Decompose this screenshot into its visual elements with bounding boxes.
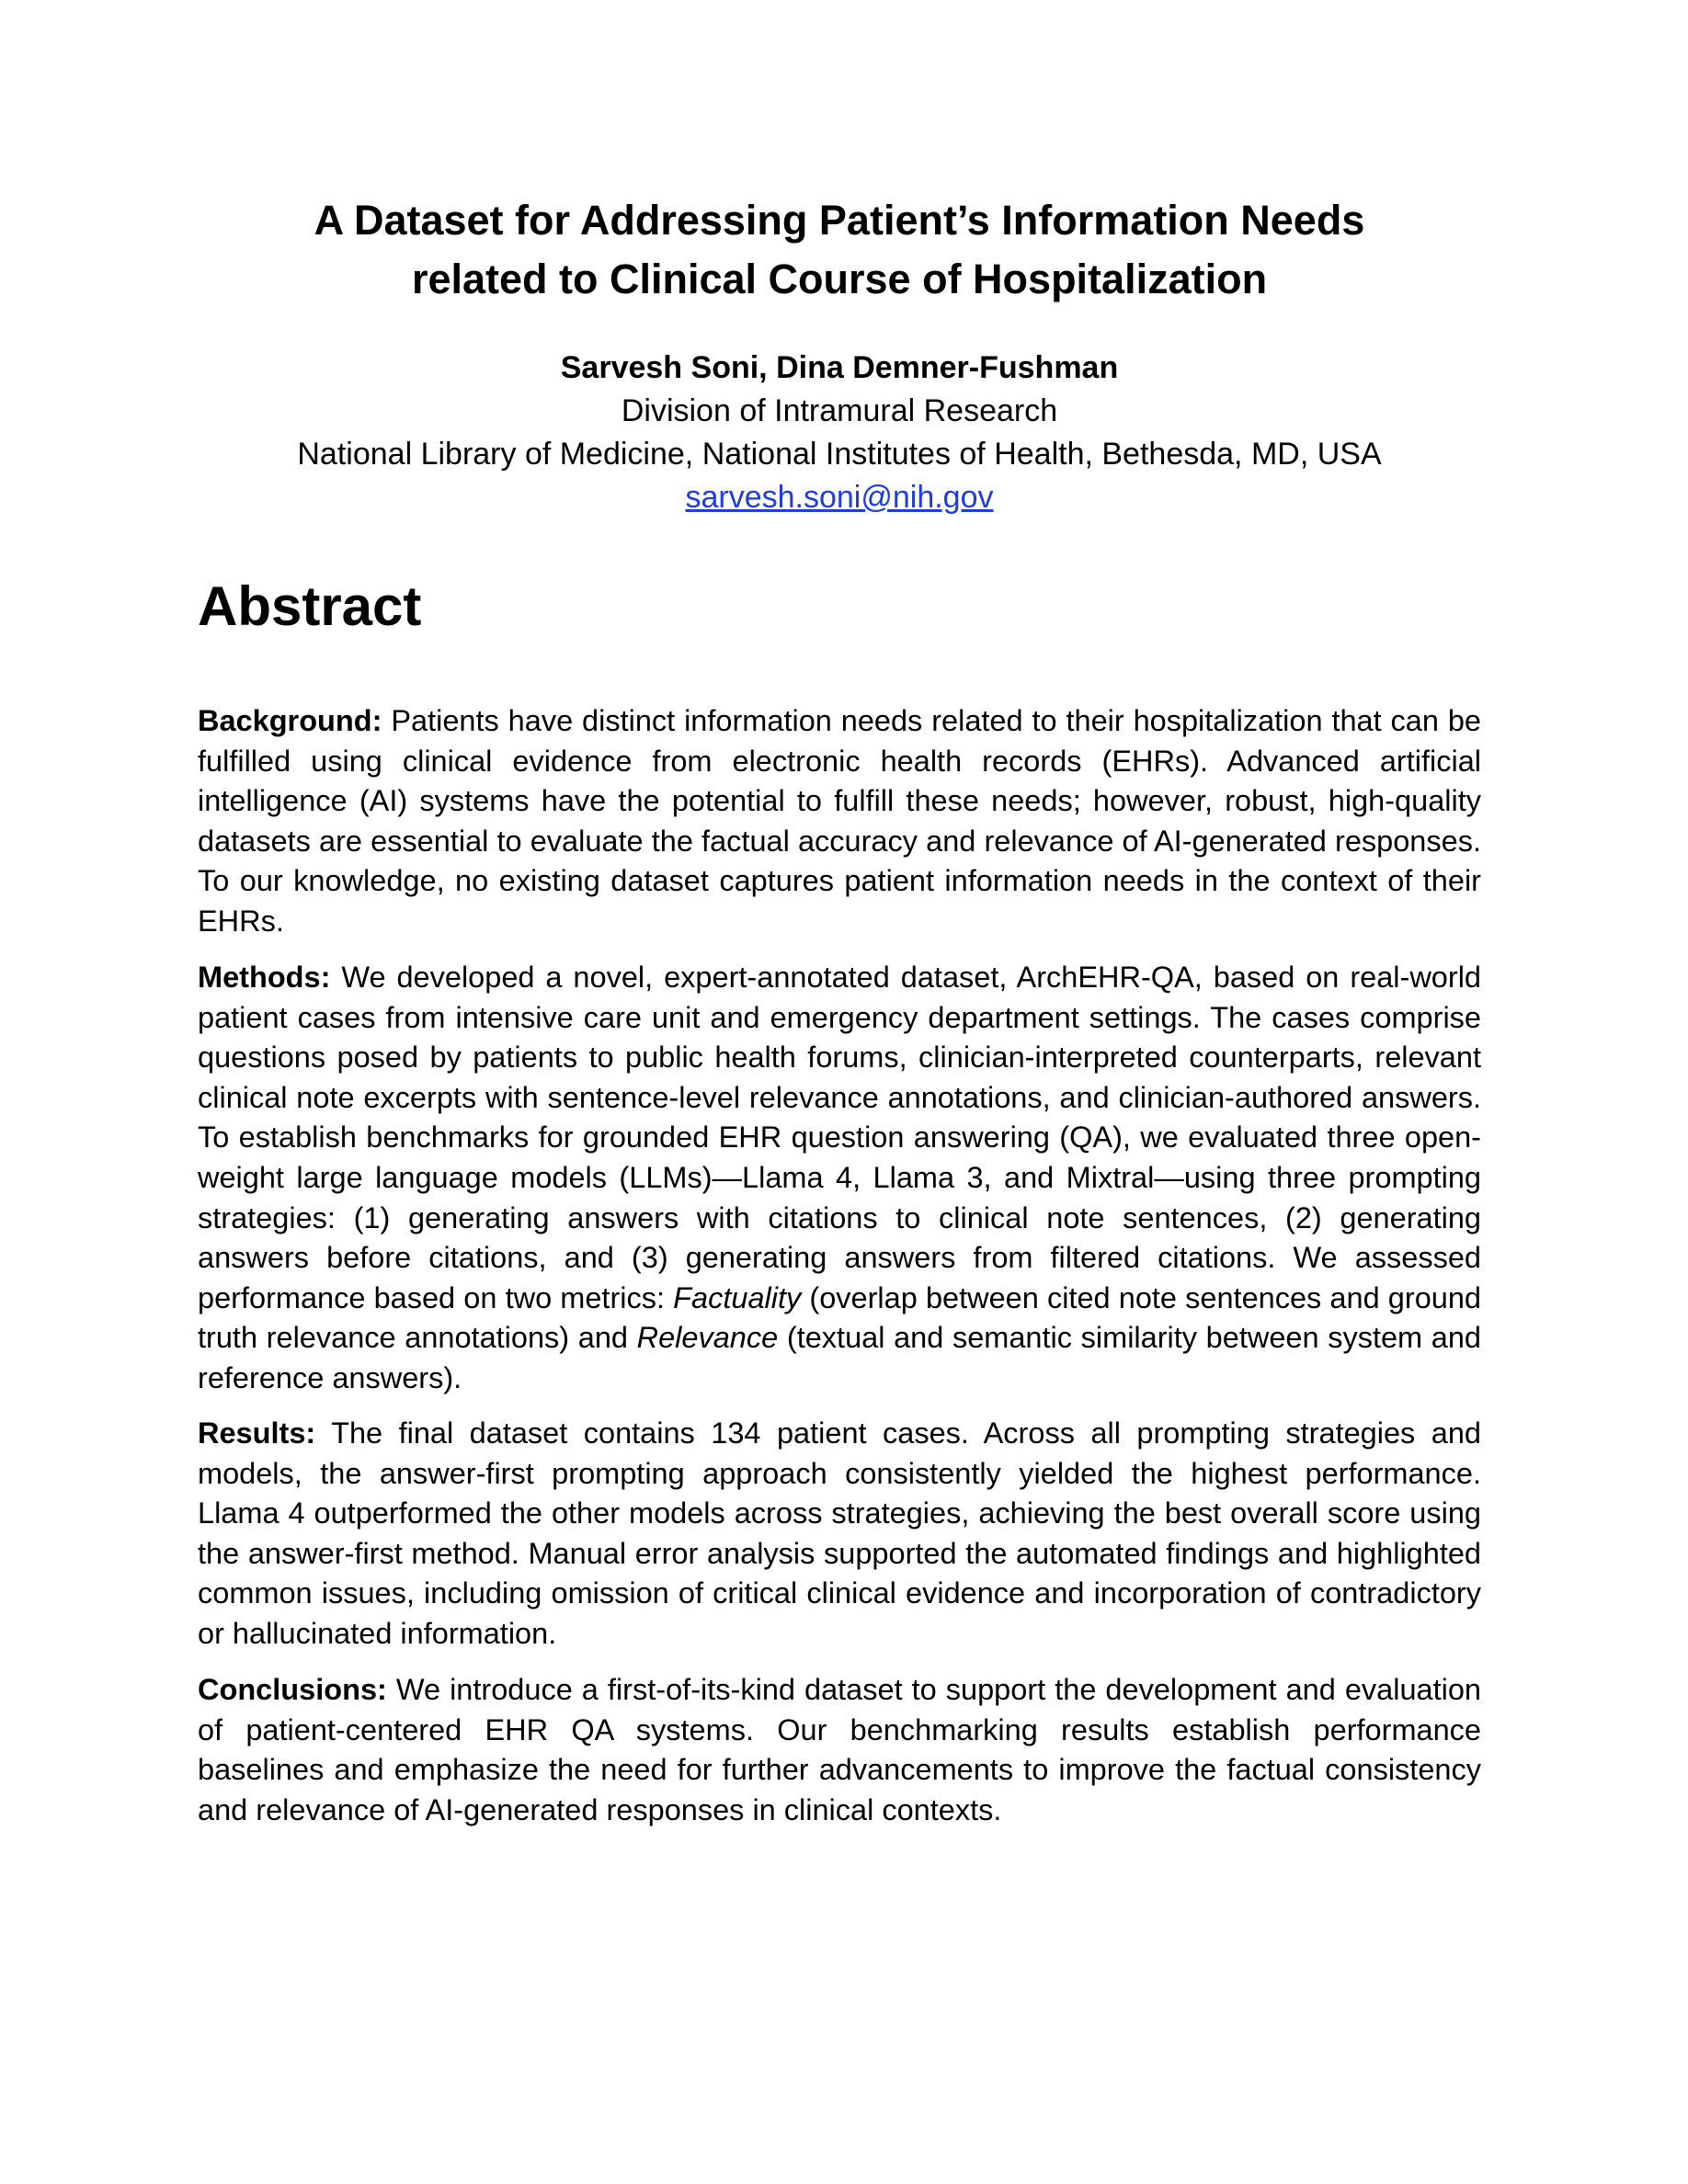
- abstract-results: [198, 1414, 1481, 1655]
- abstract-heading: Abstract: [198, 575, 422, 637]
- results-text: The final dataset contains 134 patient cases. Across all prompting strategies and models, the answer-first prompting approach consistently yielded the highest performance. Llama 4 outperformed the other models across strategies, achieving the best overall score using the answer-first method. Manual error analysis supported the automated findings and highlighted common issues, including omission of critical clinical evidence and incorporation of contradictory or hallucinated information.: [198, 1416, 1481, 1650]
- methods-text-3: (textual and semantic similarity between system and reference answers).: [198, 1321, 1481, 1394]
- results-label: Results:: [198, 1416, 316, 1450]
- abstract-background: [198, 701, 1481, 942]
- paper-title-line-2: related to Clinical Course of Hospitalization: [411, 256, 1268, 302]
- email-link[interactable]: sarvesh.soni@nih.gov: [685, 480, 994, 515]
- paper-title: [198, 191, 1481, 309]
- paper-title-line-1: A Dataset for Addressing Patient’s Information Needs: [314, 197, 1365, 244]
- affiliation-division: Division of Intramural Research: [621, 393, 1058, 428]
- methods-term-relevance: Relevance: [636, 1321, 779, 1355]
- background-text: Patients have distinct information needs related to their hospitalization that can be fulfilled using clinical evidence from electronic health records (EHRs). Advanced artificial intelligence (AI) systems have the potential to fulfill these needs; however, robust, high-quality datasets are essential to evaluate the factual accuracy and relevance of AI-generated responses. To our knowledge, no existing dataset captures patient information needs in the context of their EHRs.: [198, 704, 1481, 938]
- paper-page: [198, 0, 1481, 2184]
- methods-label: Methods:: [198, 961, 331, 994]
- background-label: Background:: [198, 704, 382, 737]
- abstract-methods: [198, 958, 1481, 1399]
- conclusions-label: Conclusions:: [198, 1673, 387, 1706]
- contact-email: [198, 475, 1481, 519]
- methods-term-factuality: Factuality: [673, 1280, 802, 1314]
- abstract-conclusions: [198, 1670, 1481, 1830]
- affiliation-institution: National Library of Medicine, National Institutes of Health, Bethesda, MD, USA: [297, 437, 1382, 472]
- conclusions-text: We introduce a first-of-its-kind dataset to support the development and evaluation of patient-centered EHR QA systems. Our benchmarking results establish performance baselines and emphasize the need for further advancements to improve the factual consistency and relevance of AI-generated responses in clinical contexts.: [198, 1673, 1481, 1826]
- methods-text-2: (overlap between cited note sentences and ground truth relevance annotations) and: [198, 1280, 1481, 1355]
- author-list: Sarvesh Soni, Dina Demner-Fushman: [560, 350, 1119, 385]
- methods-text-1: We developed a novel, expert-annotated dataset, ArchEHR-QA, based on real-world patient cases from intensive care unit and emergency department settings. The cases comprise questions posed by patients to public health forums, clinician-interpreted counterparts, relevant clinical note excerpts with sentence-level relevance annotations, and clinician-authored answers. To establish benchmarks for grounded EHR question answering (QA), we evaluated three open-weight large language models (LLMs)—Llama 4, Llama 3, and Mixtral—using three prompting strategies: (1) generating answers with citations to clinical note sentences, (2) generating answers before citations, and (3) generating answers from filtered citations. We assessed performance based on two metrics:: [198, 961, 1481, 1314]
